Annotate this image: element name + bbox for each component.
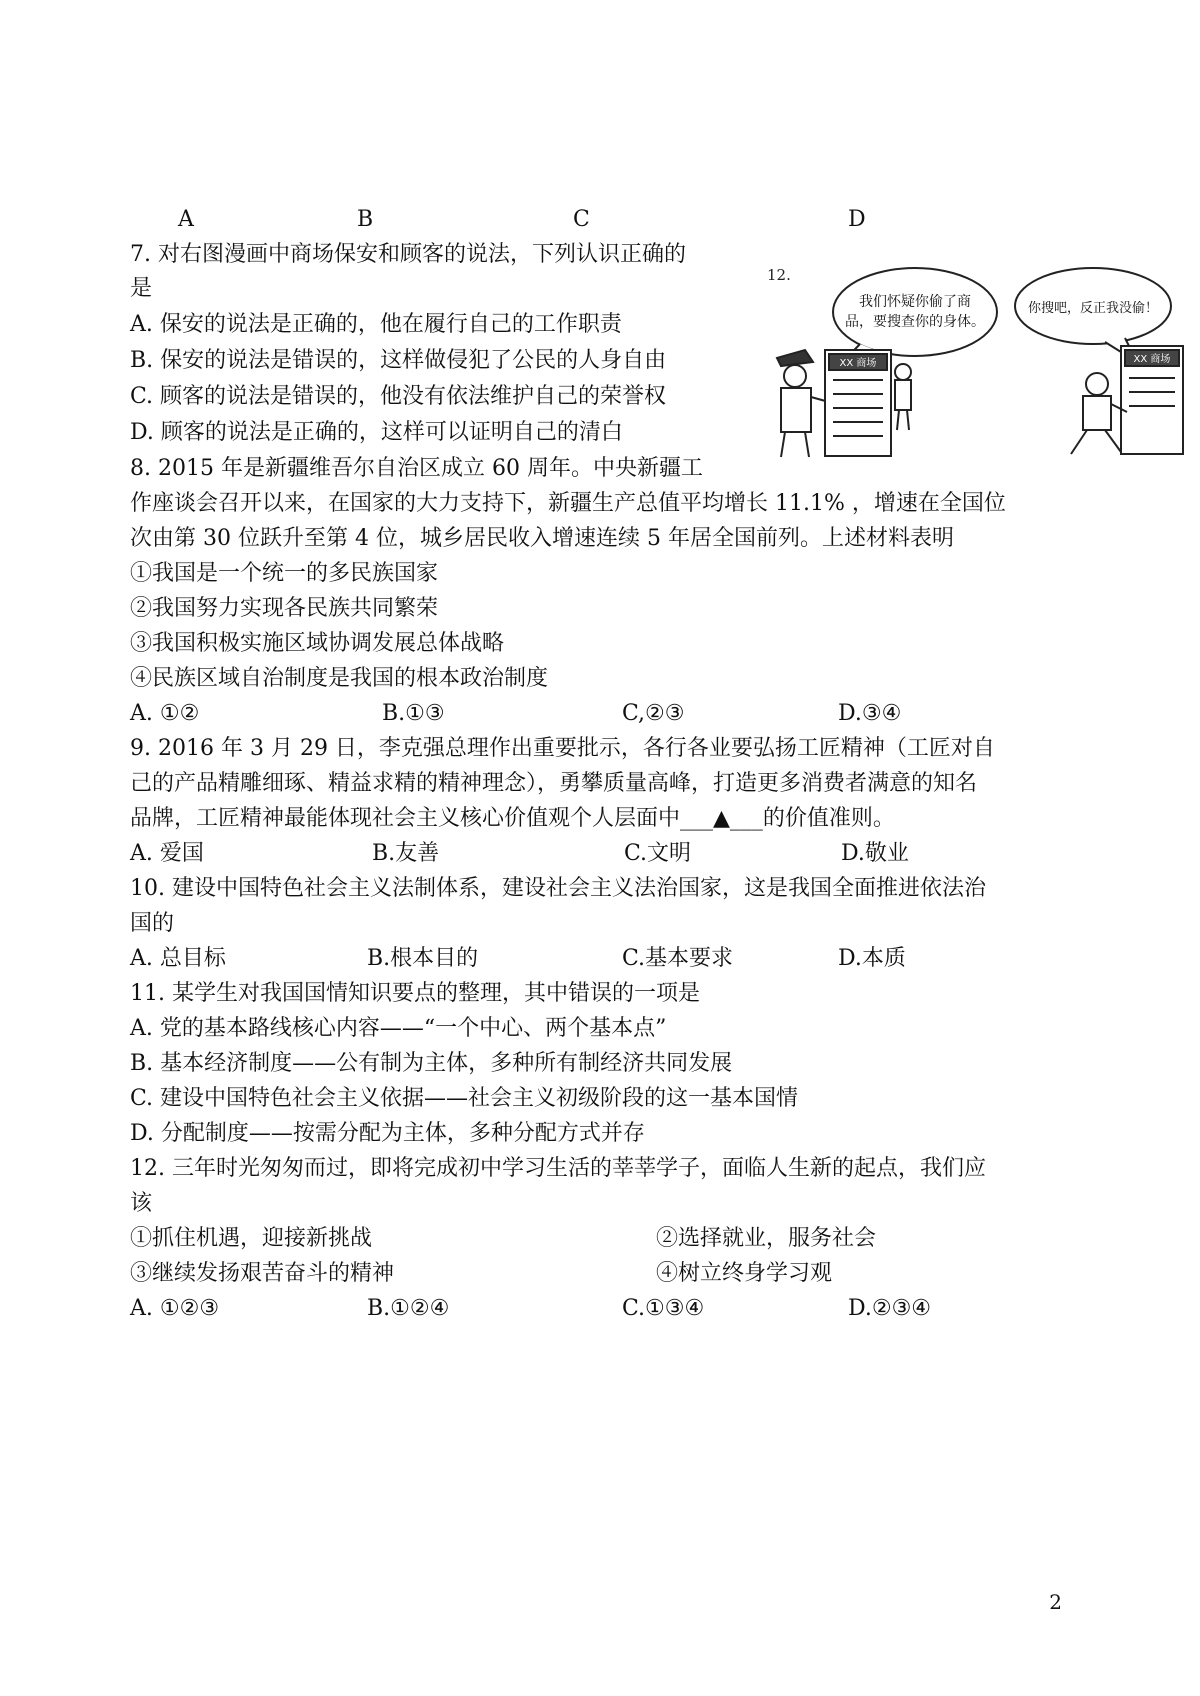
q11-option-b: B. 基本经济制度——公有制为主体，多种所有制经济共同发展	[130, 1051, 733, 1076]
q12-option-c: C.①③④	[622, 1296, 705, 1321]
top-option-d: D	[848, 207, 866, 232]
q10-stem-line2: 国的	[130, 911, 175, 936]
q10-option-c: C.基本要求	[622, 946, 734, 971]
q12-stem-line2: 该	[130, 1191, 153, 1216]
q12-item-3: ③继续发扬艰苦奋斗的精神	[130, 1261, 395, 1286]
q8-item-2: ②我国努力实现各民族共同繁荣	[130, 596, 439, 621]
q7-option-b: B. 保安的说法是错误的，这样做侵犯了公民的人身自由	[130, 348, 667, 373]
q7-stem-line1: 7. 对右图漫画中商场保安和顾客的说法，下列认识正确的	[130, 242, 686, 267]
q9-option-c: C.文明	[624, 841, 692, 866]
svg-text:XX 商场: XX 商场	[1133, 354, 1171, 365]
q7-option-a: A. 保安的说法是正确的，他在履行自己的工作职责	[130, 312, 622, 337]
q8-stem-line3: 次由第 30 位跃升至第 4 位，城乡居民收入增速连续 5 年居全国前列。上述材料表明	[130, 526, 954, 551]
customer-figure	[1071, 373, 1127, 454]
q10-option-b: B.根本目的	[367, 946, 479, 971]
top-option-b: B	[357, 207, 374, 232]
q11-stem-line1: 11. 某学生对我国国情知识要点的整理，其中错误的一项是	[130, 981, 700, 1006]
svg-text:XX 商场: XX 商场	[839, 358, 877, 369]
q11-option-c: C. 建设中国特色社会主义依据——社会主义初级阶段的这一基本国情	[130, 1086, 799, 1111]
q12-item-1: ①抓住机遇，迎接新挑战	[130, 1226, 373, 1251]
q8-option-c: C,②③	[622, 701, 685, 726]
q9-stem-line2: 己的产品精雕细琢、精益求精的精神理念），勇攀质量高峰，打造更多消费者满意的知名	[130, 771, 978, 796]
cartoon-number: 12.	[767, 266, 791, 284]
q12-option-d: D.②③④	[848, 1296, 932, 1321]
cartoon-illustration	[765, 252, 1195, 462]
top-option-a: A	[178, 207, 194, 232]
q12-option-a: A. ①②③	[130, 1296, 220, 1321]
q9-option-d: D.敬业	[841, 841, 909, 866]
q7-option-d: D. 顾客的说法是正确的，这样可以证明自己的清白	[130, 420, 623, 445]
q8-option-a: A. ①②	[130, 701, 200, 726]
q12-stem-line1: 12. 三年时光匆匆而过，即将完成初中学习生活的莘莘学子，面临人生新的起点，我们应	[130, 1156, 986, 1181]
q12-item-4: ④树立终身学习观	[656, 1261, 833, 1286]
q9-stem-line1: 9. 2016 年 3 月 29 日，李克强总理作出重要批示，各行各业要弘扬工匠精神（工匠对自	[130, 736, 995, 761]
bubble-right-line1: 你搜吧，反正我没偷！	[1027, 301, 1159, 316]
q10-stem-line1: 10. 建设中国特色社会主义法制体系，建设社会主义法治国家，这是我国全面推进依法治	[130, 876, 986, 901]
bubble-left-line1: 我们怀疑你偷了商	[859, 294, 971, 310]
q12-item-2: ②选择就业，服务社会	[656, 1226, 877, 1251]
q10-option-d: D.本质	[838, 946, 906, 971]
q9-option-a: A. 爱国	[130, 841, 204, 866]
q8-item-1: ①我国是一个统一的多民族国家	[130, 561, 439, 586]
store-sign-right	[1121, 346, 1183, 454]
bubble-left-line2: 品，要搜查你的身体。	[845, 314, 985, 330]
q7-stem-line2: 是	[130, 276, 153, 301]
q12-option-b: B.①②④	[367, 1296, 450, 1321]
store-sign-left	[825, 350, 891, 456]
page-number: 2	[1049, 1590, 1062, 1614]
guard-figure	[777, 350, 829, 457]
top-option-c: C	[573, 207, 590, 232]
q8-option-b: B.①③	[382, 701, 445, 726]
q7-option-c: C. 顾客的说法是错误的，他没有依法维护自己的荣誉权	[130, 384, 667, 409]
q10-option-a: A. 总目标	[130, 946, 226, 971]
q11-option-d: D. 分配制度——按需分配为主体，多种分配方式并存	[130, 1121, 645, 1146]
customer-figure-small	[895, 364, 911, 430]
q8-option-d: D.③④	[838, 701, 902, 726]
q8-item-3: ③我国积极实施区域协调发展总体战略	[130, 631, 505, 656]
q8-item-4: ④民族区域自治制度是我国的根本政治制度	[130, 666, 549, 691]
q8-stem-line1: 8. 2015 年是新疆维吾尔自治区成立 60 周年。中央新疆工	[130, 456, 703, 481]
speech-bubble-left	[833, 268, 997, 356]
q8-stem-line2: 作座谈会召开以来，在国家的大力支持下，新疆生产总值平均增长 11.1% ，增速在全国位	[130, 491, 1006, 516]
q11-option-a: A. 党的基本路线核心内容——“一个中心、两个基本点”	[130, 1016, 667, 1041]
q9-option-b: B.友善	[372, 841, 440, 866]
q9-stem-line3: 品牌，工匠精神最能体现社会主义核心价值观个人层面中___▲___的价值准则。	[130, 806, 895, 831]
